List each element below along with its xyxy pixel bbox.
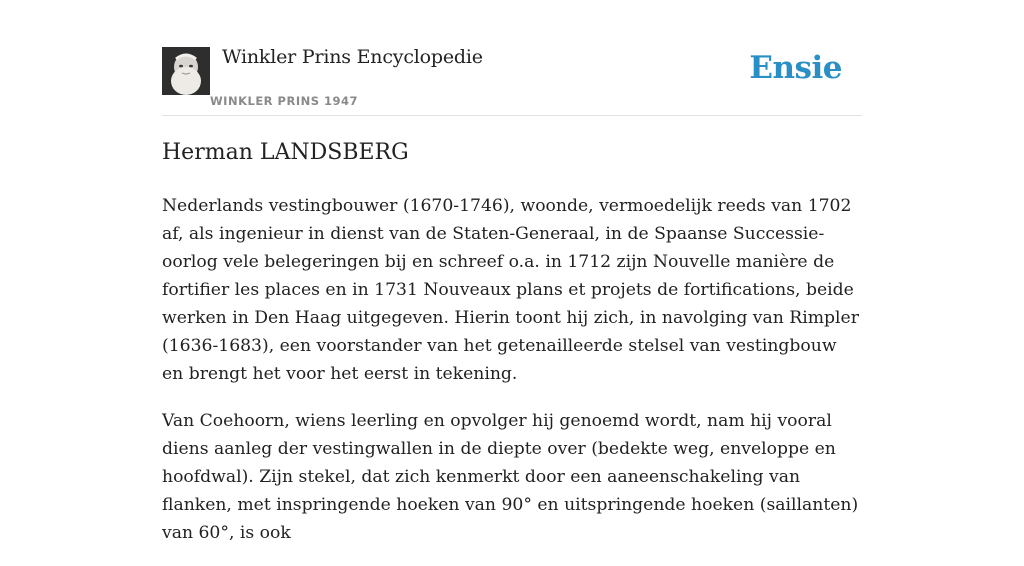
portrait-avatar-icon (162, 47, 210, 95)
brand-logo[interactable]: Ensie (749, 50, 842, 86)
article-paragraph: Van Coehoorn, wiens leerling en opvolger hij genoemd wordt, nam hij vooral diens aanleg der vestingwallen in de diepte over (bedekte weg, enveloppe en hoofdwal). Zijn stekel, dat zich kenmerkt door een aaneenschakeling van flanken, met inspringende hoeken van 90° en uitspringende hoeken (saillanten) van 60°, is ook (162, 411, 859, 543)
avatar[interactable] (162, 47, 210, 95)
article-title: Herman LANDSBERG (162, 140, 409, 165)
site-title[interactable]: Winkler Prins Encyclopedie (222, 46, 483, 68)
site-header (162, 0, 862, 116)
site-subtitle[interactable]: WINKLER PRINS 1947 (210, 94, 359, 108)
article-paragraph: Nederlands vestingbouwer (1670-1746), woonde, vermoedelijk reeds van 1702 af, als ingenieur in dienst van de Staten-Generaal, in de Spaanse Successie-oorlog vele belegeringen bij en schreef o.a. in 1712 zijn Nouvelle manière de fortifier les places en in 1731 Nouveaux plans et projets de fortifications, beide werken in Den Haag uitgegeven. Hierin toont hij zich, in navolging van Rimpler (1636-1683), een voorstander van het getenailleerde stelsel van vestingbouw en brengt het voor het eerst in tekening. (162, 196, 859, 384)
content-container (162, 0, 862, 543)
article-body (162, 192, 862, 566)
